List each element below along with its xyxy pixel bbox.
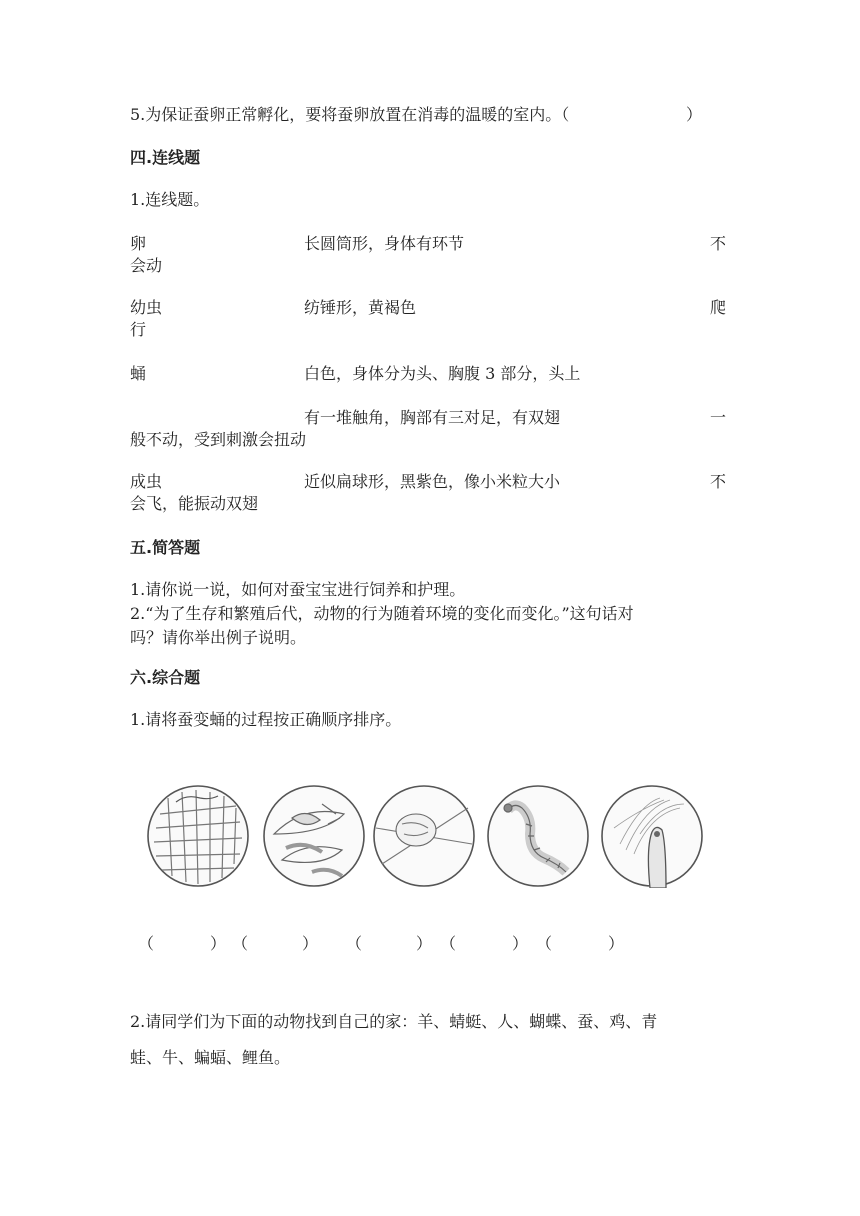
section-5-title: 五.简答题 bbox=[130, 538, 201, 557]
blank-3-close: ） bbox=[416, 934, 433, 953]
match-middle-1: 长圆筒形，身体有环节 bbox=[304, 234, 465, 253]
blank-2-open: （ bbox=[232, 934, 249, 953]
match-right-3-head: 一 bbox=[710, 408, 727, 427]
question-5-text: 5.为保证蚕卵正常孵化，要将蚕卵放置在消毒的温暖的室内。（ bbox=[130, 105, 570, 124]
blank-4-open: （ bbox=[440, 934, 457, 953]
match-right-4-tail: 会飞，能振动双翅 bbox=[130, 494, 259, 513]
section-6-question-1: 1.请将蚕变蛹的过程按正确顺序排序。 bbox=[130, 710, 402, 729]
match-right-3-tail: 般不动，受到刺激会扭动 bbox=[130, 430, 307, 449]
match-middle-3: 白色，身体分为头、胸腹 3 部分，头上 bbox=[304, 364, 581, 383]
section-4-title: 四.连线题 bbox=[130, 148, 201, 167]
match-left-adult: 成虫 bbox=[130, 472, 163, 491]
match-right-1-head: 不 bbox=[710, 234, 727, 253]
match-right-2-head: 爬 bbox=[710, 298, 727, 317]
section-6-title: 六.综合题 bbox=[130, 668, 201, 687]
match-right-2-tail: 行 bbox=[130, 320, 147, 339]
match-middle-2: 纺锤形，黄褐色 bbox=[304, 298, 417, 317]
section-6-question-2-line-1: 2.请同学们为下面的动物找到自己的家：羊、蜻蜓、人、蝴蝶、蚕、鸡、青 bbox=[130, 1012, 658, 1031]
blank-3-open: （ bbox=[346, 934, 363, 953]
silkworm-larva-icon bbox=[486, 784, 590, 888]
section-5-question-2-line-1: 2.“为了生存和繁殖后代，动物的行为随着环境的变化而变化。”这句话对 bbox=[130, 604, 634, 623]
match-left-pupa: 蛹 bbox=[130, 364, 147, 383]
match-right-4-head: 不 bbox=[710, 472, 727, 491]
match-left-egg: 卵 bbox=[130, 234, 147, 253]
section-5-question-2-line-2: 吗？请你举出例子说明。 bbox=[130, 628, 307, 647]
silkworm-on-net-icon bbox=[146, 784, 250, 888]
blank-2-close: ） bbox=[302, 934, 319, 953]
blank-5-open: （ bbox=[536, 934, 553, 953]
blank-1-close: ） bbox=[210, 934, 227, 953]
silkworms-on-leaves-icon bbox=[262, 784, 366, 888]
question-5-blank-close: ） bbox=[686, 105, 703, 124]
blank-1-open: （ bbox=[138, 934, 155, 953]
cocoon-icon bbox=[372, 784, 476, 888]
match-middle-3-cont: 有一堆触角，胸部有三对足，有双翅 bbox=[304, 408, 561, 427]
section-4-question-1: 1.连线题。 bbox=[130, 190, 210, 209]
blank-4-close: ） bbox=[512, 934, 529, 953]
match-middle-4: 近似扁球形，黑紫色，像小米粒大小 bbox=[304, 472, 561, 491]
blank-5-close: ） bbox=[608, 934, 625, 953]
silkworm-spinning-icon bbox=[600, 784, 704, 888]
match-left-larva: 幼虫 bbox=[130, 298, 163, 317]
section-5-question-1: 1.请你说一说，如何对蚕宝宝进行饲养和护理。 bbox=[130, 580, 466, 599]
match-right-1-tail: 会动 bbox=[130, 256, 163, 275]
section-6-question-2-line-2: 蛙、牛、蝙蝠、鲤鱼。 bbox=[130, 1048, 291, 1067]
